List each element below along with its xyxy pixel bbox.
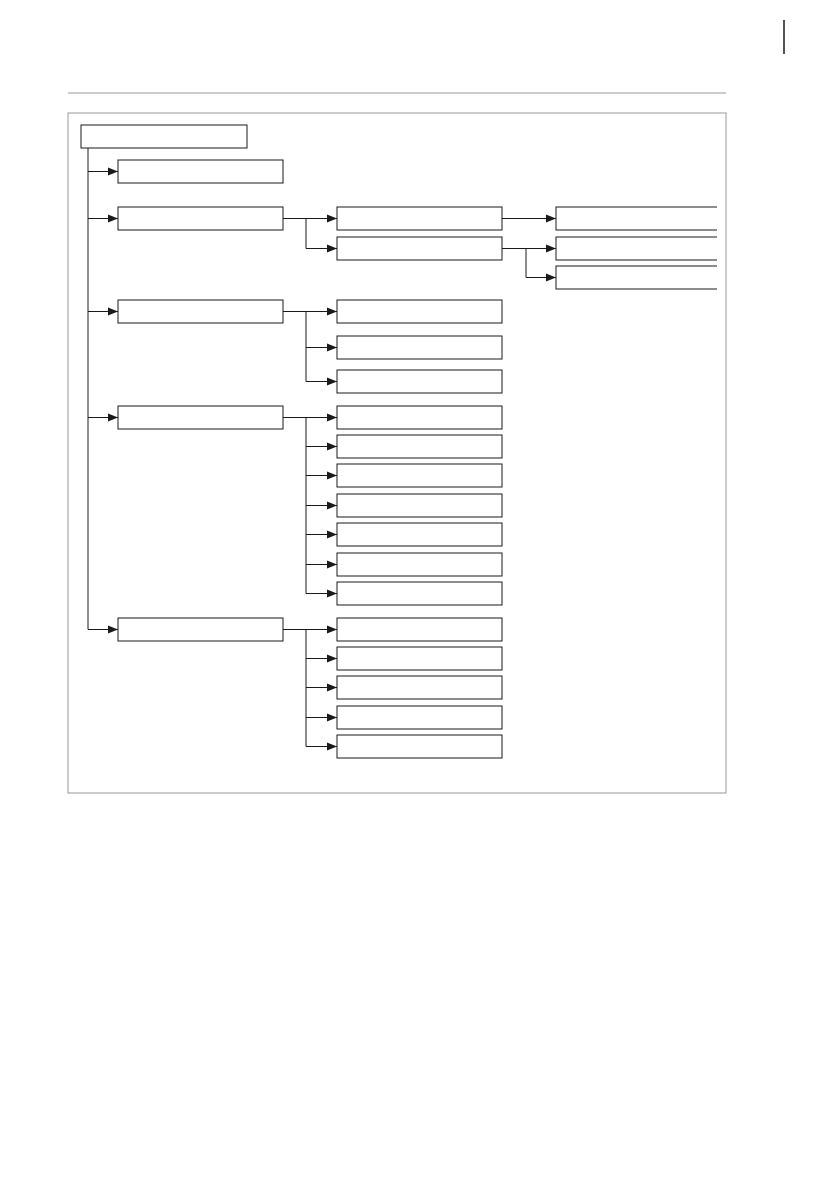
level2-node-3-1 <box>337 300 502 323</box>
level2-node-4-1 <box>337 406 502 429</box>
level2-node-4-1-outline <box>337 406 502 429</box>
level2-node-2-1 <box>337 207 502 230</box>
level2-node-5-1 <box>337 618 502 641</box>
level2-node-4-5 <box>337 523 502 546</box>
level2-node-4-4-outline <box>337 494 502 517</box>
level2-node-5-2 <box>337 647 502 670</box>
level2-node-4-6-outline <box>337 553 502 576</box>
level2-node-4-7 <box>337 582 502 605</box>
level3-node-2-2 <box>556 266 717 289</box>
level2-node-3-2-outline <box>337 336 502 359</box>
level2-node-3-2 <box>337 336 502 359</box>
level2-node-5-3-outline <box>337 676 502 699</box>
level2-node-4-2 <box>337 435 502 458</box>
level1-node-2 <box>118 207 283 230</box>
level1-node-1-outline <box>118 160 283 183</box>
level2-node-5-3 <box>337 676 502 699</box>
level2-node-4-3 <box>337 464 502 487</box>
level1-node-1 <box>118 160 283 183</box>
level2-node-2-1-outline <box>337 207 502 230</box>
level1-node-4-outline <box>118 406 283 429</box>
level2-node-4-2-outline <box>337 435 502 458</box>
tree-group <box>81 125 717 758</box>
root-node <box>81 125 247 148</box>
level1-node-5-outline <box>118 618 283 641</box>
level2-node-4-6 <box>337 553 502 576</box>
level2-node-5-5-outline <box>337 735 502 758</box>
level2-node-4-7-outline <box>337 582 502 605</box>
level2-node-5-2-outline <box>337 647 502 670</box>
level2-node-4-3-outline <box>337 464 502 487</box>
level2-node-4-5-outline <box>337 523 502 546</box>
level1-node-3-outline <box>118 300 283 323</box>
level3-node-2-2-outline <box>556 266 717 289</box>
root-node-outline <box>81 125 247 148</box>
level1-node-3 <box>118 300 283 323</box>
level2-node-2-2 <box>337 237 502 260</box>
level2-node-4-4 <box>337 494 502 517</box>
level3-node-1-1-outline <box>556 207 717 230</box>
level1-node-2-outline <box>118 207 283 230</box>
level2-node-5-4-outline <box>337 706 502 729</box>
level2-node-5-1-outline <box>337 618 502 641</box>
level2-node-3-1-outline <box>337 300 502 323</box>
level3-node-1-1 <box>556 207 717 230</box>
level2-node-3-3-outline <box>337 370 502 393</box>
level2-node-5-4 <box>337 706 502 729</box>
level1-node-5 <box>118 618 283 641</box>
level2-node-2-2-outline <box>337 237 502 260</box>
level2-node-5-5 <box>337 735 502 758</box>
level1-node-4 <box>118 406 283 429</box>
level3-node-2-1-outline <box>556 237 717 260</box>
level3-node-2-1 <box>556 237 717 260</box>
level2-node-3-3 <box>337 370 502 393</box>
